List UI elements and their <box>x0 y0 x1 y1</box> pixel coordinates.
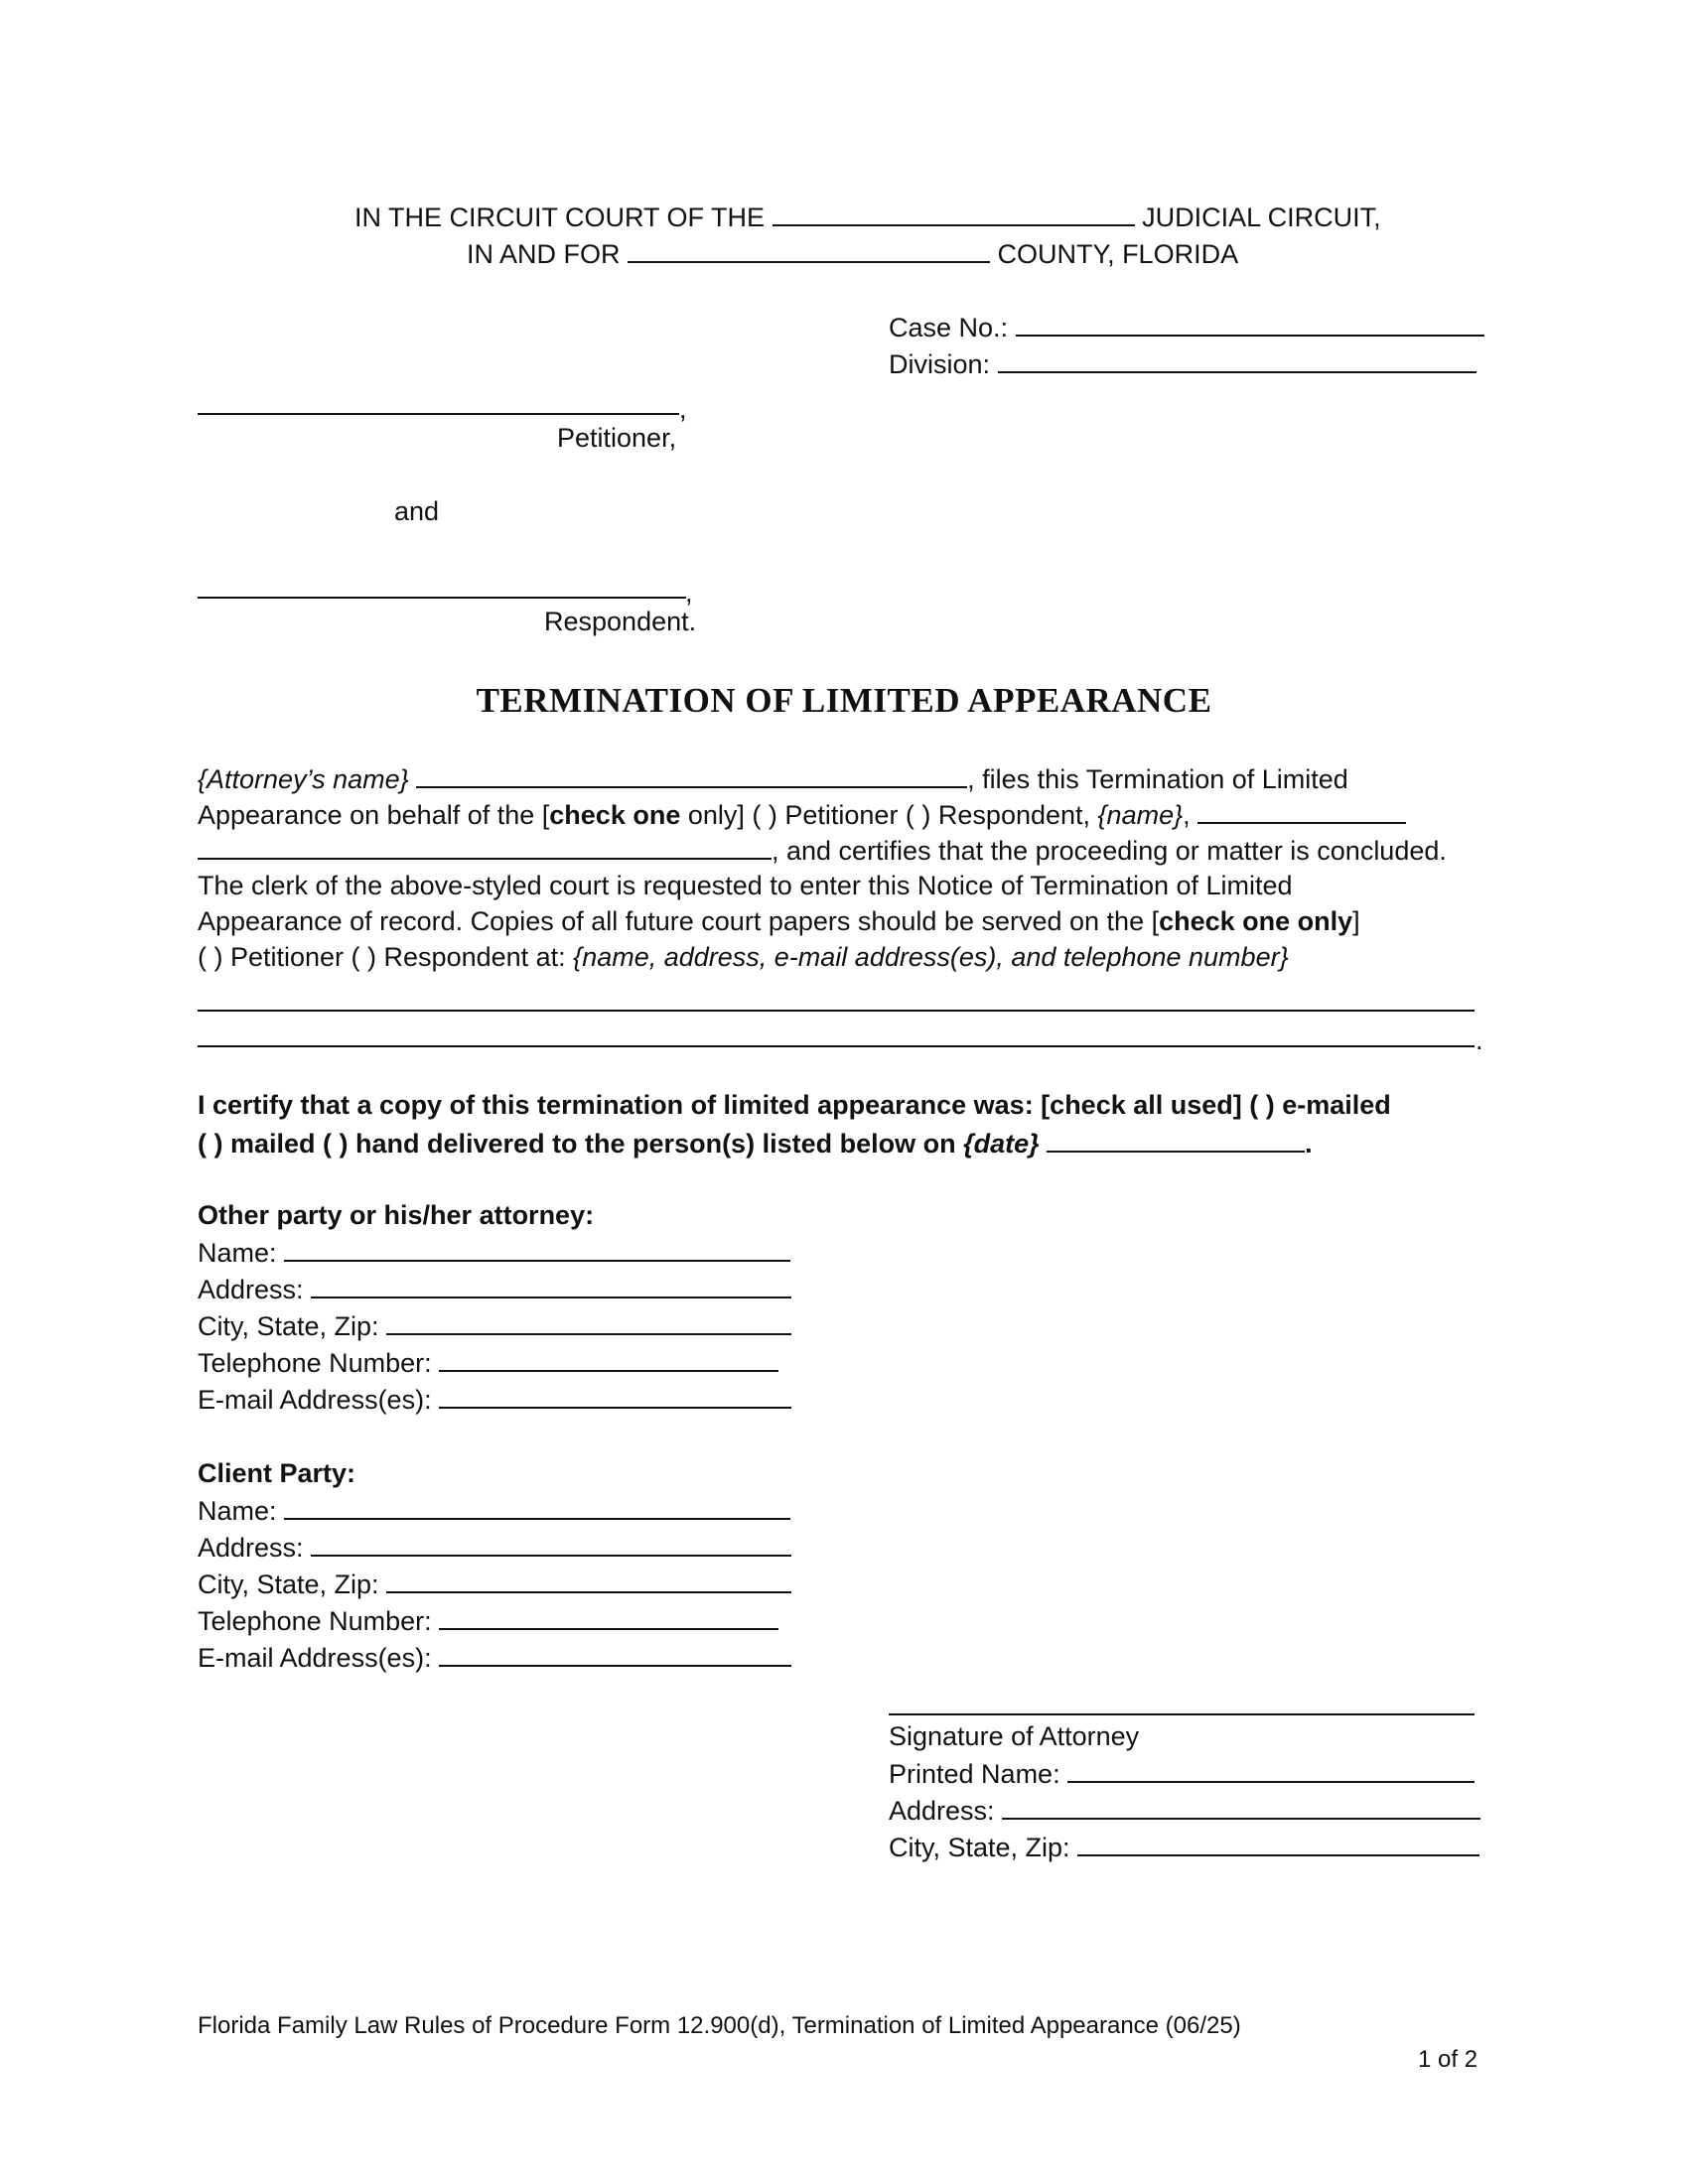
court-circuit-line: IN THE CIRCUIT COURT OF THE JUDICIAL CIRCUIT, <box>354 199 1381 235</box>
client-party-address-row: Address: <box>198 1529 791 1566</box>
case-number-row: Case No.: <box>889 309 1484 345</box>
service-address-field-2[interactable] <box>198 1045 1475 1047</box>
petitioner-label: Petitioner, <box>557 423 677 453</box>
printed-name-row: Printed Name: <box>889 1755 1475 1792</box>
other-party-phone-field[interactable] <box>439 1344 778 1372</box>
division-field[interactable] <box>998 345 1477 373</box>
body-line-3: , and certifies that the proceeding or matter is concluded. <box>198 832 1447 869</box>
other-party-heading: Other party or his/her attorney: <box>198 1200 595 1230</box>
attorney-city-field[interactable] <box>1077 1829 1479 1856</box>
petitioner-comma: , <box>679 394 687 424</box>
respondent-comma: , <box>685 578 693 608</box>
body-line-4: The clerk of the above-styled court is requested to enter this Notice of Termination of Limited <box>198 871 1293 900</box>
body-line-5: Appearance of record. Copies of all future court papers should be served on the [check one only] <box>198 906 1360 936</box>
client-party-name-field[interactable] <box>284 1492 790 1520</box>
party-name-field-a[interactable] <box>1197 796 1406 824</box>
attorney-address-row: Address: <box>889 1792 1480 1829</box>
attorney-name-field[interactable] <box>416 760 967 788</box>
client-party-email-field[interactable] <box>439 1639 791 1667</box>
client-party-phone-field[interactable] <box>439 1602 778 1630</box>
footer-form-text: Florida Family Law Rules of Procedure Form 12.900(d), Termination of Limited Appearance (06/25) <box>198 2012 1241 2039</box>
page-number: 1 of 2 <box>1418 2046 1478 2073</box>
signature-label: Signature of Attorney <box>889 1721 1140 1751</box>
client-party-heading: Client Party: <box>198 1458 356 1488</box>
other-party-email-row: E-mail Address(es): <box>198 1381 791 1418</box>
service-address-period: . <box>1476 1025 1483 1055</box>
body-line-6: ( ) Petitioner ( ) Respondent at: {name, address, e-mail address(es), and telephone number} <box>198 942 1289 972</box>
county-blank[interactable] <box>628 235 990 263</box>
petitioner-name-field[interactable] <box>198 413 679 415</box>
body-line-2: Appearance on behalf of the [check one only] ( ) Petitioner ( ) Respondent, {name}, <box>198 796 1406 833</box>
service-address-field-1[interactable] <box>198 1010 1475 1012</box>
respondent-name-field[interactable] <box>198 597 686 599</box>
other-party-name-row: Name: <box>198 1234 790 1271</box>
other-party-email-field[interactable] <box>439 1381 791 1409</box>
attorney-city-row: City, State, Zip: <box>889 1829 1479 1865</box>
case-number-field[interactable] <box>1016 309 1484 337</box>
client-party-city-row: City, State, Zip: <box>198 1566 791 1602</box>
client-party-address-field[interactable] <box>311 1529 791 1557</box>
client-party-email-row: E-mail Address(es): <box>198 1639 791 1676</box>
respondent-label: Respondent. <box>544 607 697 636</box>
certify-line-2: ( ) mailed ( ) hand delivered to the person(s) listed below on {date} . <box>198 1125 1313 1161</box>
attorney-signature-field[interactable] <box>889 1713 1475 1715</box>
division-row: Division: <box>889 345 1477 382</box>
other-party-phone-row: Telephone Number: <box>198 1344 778 1381</box>
page-title: TERMINATION OF LIMITED APPEARANCE <box>476 681 1212 720</box>
client-party-city-field[interactable] <box>386 1566 791 1593</box>
client-party-phone-row: Telephone Number: <box>198 1602 778 1639</box>
other-party-address-row: Address: <box>198 1271 791 1307</box>
other-party-city-field[interactable] <box>386 1307 791 1335</box>
other-party-city-row: City, State, Zip: <box>198 1307 791 1344</box>
certify-line-1: I certify that a copy of this termination of limited appearance was: [check all used] ( ) e-mailed <box>198 1090 1391 1120</box>
attorney-address-field[interactable] <box>1002 1792 1480 1820</box>
client-party-name-row: Name: <box>198 1492 790 1529</box>
court-county-line: IN AND FOR COUNTY, FLORIDA <box>467 235 1238 272</box>
party-name-field-b[interactable] <box>198 832 772 860</box>
other-party-name-field[interactable] <box>284 1234 790 1262</box>
body-line-1: {Attorney’s name} , files this Termination of Limited <box>198 760 1348 797</box>
printed-name-field[interactable] <box>1067 1755 1475 1783</box>
circuit-blank[interactable] <box>773 199 1135 226</box>
service-date-field[interactable] <box>1047 1125 1305 1153</box>
and-label: and <box>394 496 440 526</box>
other-party-address-field[interactable] <box>311 1271 791 1298</box>
